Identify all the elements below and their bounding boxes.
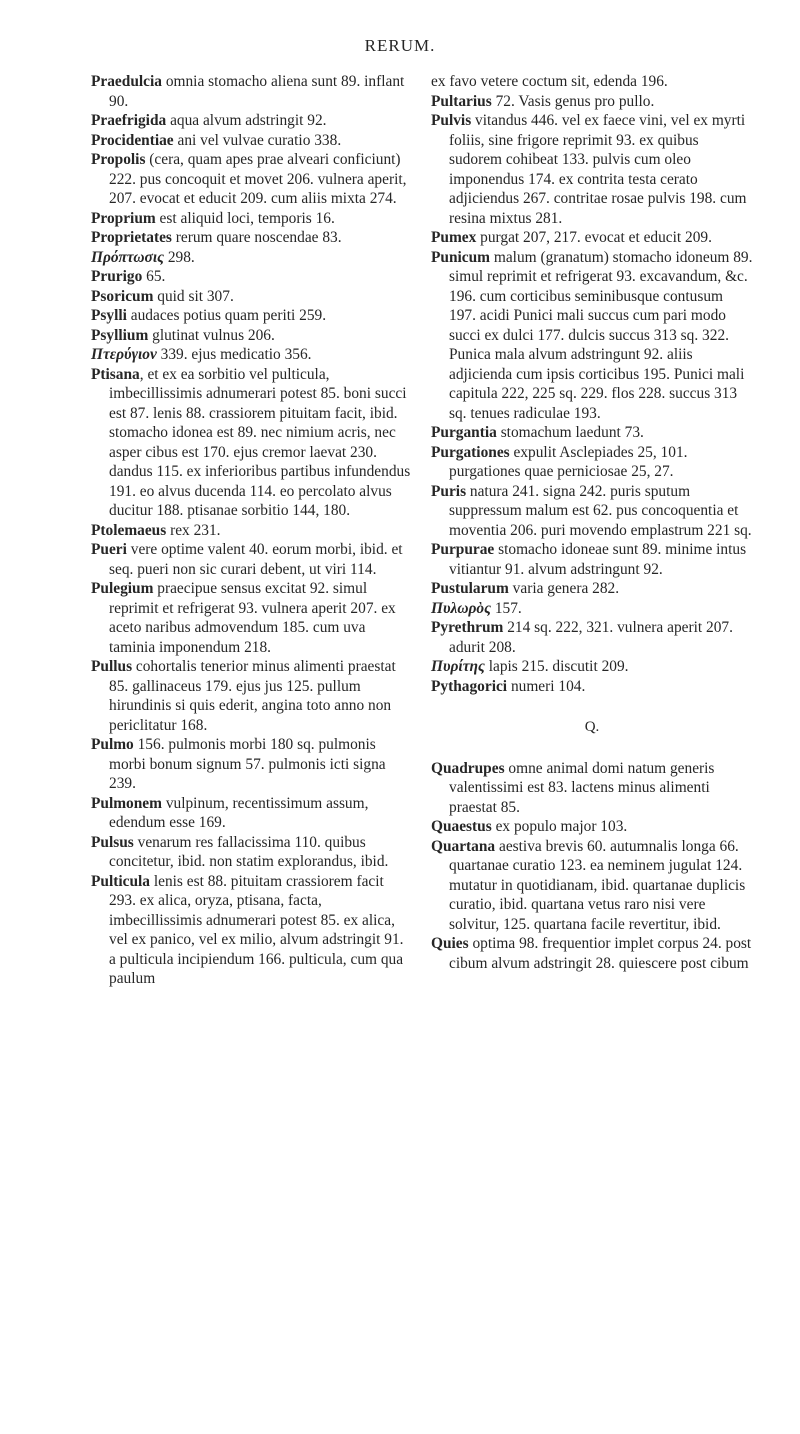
index-entry [91, 326, 413, 346]
index-entry [91, 345, 413, 365]
entry-text: praecipue sensus excitat 92. simul reprimit et refrigerat 93. vulnera aperit 207. ex aceto naribus admovendum 185. cum uva taminia imponendum 218. [109, 580, 396, 656]
entry-head: Quaestus [431, 818, 492, 835]
entry-head: Psylli [91, 307, 127, 324]
index-entry [431, 111, 753, 228]
entry-text: vulpinum, recentissimum assum, edendum esse 169. [109, 794, 369, 831]
index-entry [91, 794, 413, 833]
entry-text: purgat 207, 217. evocat et educit 209. [476, 229, 712, 246]
index-entry [91, 131, 413, 151]
entry-greek-head: Πτερύγιον [91, 346, 157, 363]
index-entry [91, 365, 413, 521]
index-entry [91, 540, 413, 579]
entry-text: lapis 215. discutit 209. [484, 658, 629, 675]
entry-head: Ptolemaeus [91, 521, 167, 539]
index-entry [431, 443, 753, 482]
index-entry [91, 209, 413, 229]
entry-head: Purgationes [431, 443, 510, 461]
entry-head: Punicum [431, 248, 491, 266]
entry-text: natura 241. signa 242. puris sputum suppressum malum est 62. pus concoquentia et moventia 206. puri movendo emplastrum 221 sq. [449, 482, 752, 539]
entry-head: Pulticula [91, 872, 150, 890]
index-entry [431, 540, 753, 579]
entry-text: 156. pulmonis morbi 180 sq. pulmonis morbi bonum signum 57. pulmonis icti signa 239. [109, 736, 386, 792]
entry-head: Pyrethrum [431, 619, 504, 636]
entry-text: expulit Asclepiades 25, 101. purgationes quae perniciosae 25, 27. [449, 443, 688, 480]
index-entry [431, 423, 753, 443]
entry-head: Pullus [91, 658, 133, 675]
entry-text: est aliquid loci, temporis 16. [155, 209, 335, 227]
index-entry [91, 872, 413, 989]
entry-text: cohortalis tenerior minus alimenti praestat 85. gallinaceus 179. ejus jus 125. pullum hirundinis si quis ederit, angina toto anno non periclitatur 168. [109, 658, 396, 734]
entry-text: numeri 104. [507, 677, 586, 695]
entry-text: 339. ejus medicatio 356. [156, 346, 312, 363]
entry-text: glutinat vulnus 206. [148, 326, 275, 344]
entry-text: venarum res fallacissima 110. quibus concitetur, ibid. non statim explorandus, ibid. [109, 833, 389, 870]
index-entry [91, 150, 413, 209]
entry-head: Purpurae [431, 541, 495, 558]
index-entry [431, 599, 753, 619]
entry-text: 157. [490, 599, 522, 617]
index-entry [431, 482, 753, 541]
index-entry [91, 579, 413, 657]
entry-text: rex 231. [166, 521, 221, 539]
index-entry [91, 657, 413, 735]
entry-text: ani vel vulvae curatio 338. [173, 131, 342, 149]
index-entry [91, 72, 413, 111]
entry-text: ex favo vetere coctum sit, edenda 196. [431, 73, 668, 90]
entry-text: vere optime valent 40. eorum morbi, ibid. et seq. pueri non sic curari debent, ut viri 114. [109, 541, 403, 578]
index-entry [91, 111, 413, 131]
entry-head: Psyllium [91, 326, 149, 344]
entry-head: Pulsus [91, 833, 134, 851]
entry-head: Proprietates [91, 229, 172, 246]
entry-head: Proprium [91, 209, 156, 227]
entry-greek-head: Πυρίτης [431, 658, 485, 675]
entry-head: Pultarius [431, 92, 492, 110]
entry-head: Procidentiae [91, 131, 174, 149]
index-column-left [91, 72, 413, 989]
index-entry [431, 657, 753, 677]
entry-head: Propolis [91, 151, 146, 168]
entry-head: Pustularum [431, 580, 509, 597]
entry-text: 214 sq. 222, 321. vulnera aperit 207. adurit 208. [449, 619, 733, 656]
entry-text: quid sit 307. [153, 287, 234, 305]
index-entry [431, 817, 753, 837]
entry-text: 298. [163, 248, 195, 266]
index-entry [431, 934, 753, 973]
entry-text: audaces potius quam periti 259. [126, 307, 327, 324]
entry-text: vitandus 446. vel ex faece vini, vel ex myrti foliis, sine frigore reprimit 93. ex quibus sudorem cohibeat 133. pulvis cum oleo imponendus 174. ex contrita testa cerato adjiciendus 267. contritae rosae pulvis 198. cum resina mixtus 281. [449, 112, 747, 227]
entry-head: Quadrupes [431, 759, 505, 777]
entry-head: Quies [431, 935, 469, 952]
entry-text: stomachum laedunt 73. [496, 424, 644, 441]
entry-head: Quartana [431, 837, 496, 855]
entry-text: (cera, quam apes prae alveari conficiunt) 222. pus concoquit et movet 206. vulnera aperit, 207. evocat et educit 209. cum aliis mixta 274. [109, 151, 407, 207]
entry-head: Pulvis [431, 112, 472, 129]
index-column-right [431, 72, 753, 973]
index-entry [431, 618, 753, 657]
entry-head: Purgantia [431, 424, 497, 441]
entry-text: omnia stomacho aliena sunt 89. inflant 90. [109, 73, 405, 110]
index-entry [91, 228, 413, 248]
entry-text: malum (granatum) stomacho idoneum 89. simul reprimit et refrigerat 93. excavandum, &c. 196. cum corticibus seminibusque contusum 197. acidi Punici mali succus cum pari modo succi ex dulci 177. dulcis succus 313 sq. 322. Punica mala alvum adstringunt 92. aliis adjicienda cum ipsis corticibus 195. Punici mali capitula 222, 225 sq. 229. flos 228. succus 313 sq. tenues radiculae 193. [449, 248, 753, 422]
entry-head: Psoricum [91, 287, 154, 305]
index-entry [91, 735, 413, 794]
entry-head: Praedulcia [91, 73, 162, 90]
entry-text: lenis est 88. pituitam crassiorem facit 293. ex alica, oryza, ptisana, facta, imbecillissimis adnumerari potest 85. ex alica, vel ex panico, vel ex milio, alvum adstringit 91. a pulticula incipiendum 166. pulticula, cum qua paulum [109, 872, 404, 987]
entry-head: Pumex [431, 229, 477, 246]
index-entry [431, 677, 753, 697]
index-entry [91, 306, 413, 326]
index-entry [431, 72, 753, 92]
entry-head: Pulmo [91, 736, 134, 753]
entry-text: varia genera 282. [508, 580, 620, 597]
entry-greek-head: Πυλωρὸς [431, 599, 491, 617]
running-head: RERUM. [364, 36, 436, 55]
index-entry [91, 267, 413, 287]
entry-text: ex populo major 103. [491, 818, 628, 835]
index-entry [91, 521, 413, 541]
index-entry [431, 248, 753, 424]
index-entry [91, 833, 413, 872]
section-letter: Q. [584, 719, 600, 735]
index-entry [91, 248, 413, 268]
entry-text: optima 98. frequentior implet corpus 24. post cibum alvum adstringit 28. quiescere post cibum [449, 935, 752, 972]
entry-head: Praefrigida [91, 112, 167, 129]
entry-text: aestiva brevis 60. autumnalis longa 66. quartanae curatio 123. ea neminem jugulat 124. mutatur in quotidianam, ibid. quartanae duplicis curatio, ibid. quartana vetus raro nisi vere solvitur, 125. quartana facile revertitur, ibid. [449, 837, 746, 933]
entry-head: Pulmonem [91, 794, 162, 812]
entry-head: Prurigo [91, 268, 143, 285]
entry-head: Puris [431, 482, 467, 500]
entry-text: rerum quare noscendae 83. [171, 229, 342, 246]
index-entry [431, 92, 753, 112]
entry-text: omne animal domi natum generis valentissimi est 83. lactens minus alimenti praestat 85. [449, 759, 715, 816]
entry-text: 72. Vasis genus pro pullo. [491, 92, 655, 110]
entry-text: , et ex ea sorbitio vel pulticula, imbecillissimis adnumerari potest 85. boni succi est 87. lenis 88. crassiorem pituitam facit, ibid. stomacho idonea est 89. nec nimium acris, nec asper cibus est 170. ejus cremor laevat 230. dandus 115. ex inferioribus partibus infundendus 191. eo alvus ducenda 114. eo percolato alvus ducitur 188. ptisanae sorbitio 144, 180. [109, 365, 411, 519]
entry-text: 65. [142, 268, 166, 285]
entry-head: Ptisana [91, 365, 140, 383]
entry-head: Pulegium [91, 580, 154, 597]
entry-text: aqua alvum adstringit 92. [166, 112, 327, 129]
entry-head: Pueri [91, 541, 127, 558]
index-entry [91, 287, 413, 307]
entry-head: Pythagorici [431, 677, 508, 695]
index-entry [431, 579, 753, 599]
index-entry [431, 759, 753, 818]
index-entry [431, 837, 753, 935]
entry-text: stomacho idoneae sunt 89. minime intus vitiantur 91. alvum adstringunt 92. [449, 541, 747, 578]
entry-greek-head: Πρόπτωσις [91, 248, 164, 266]
index-entry [431, 228, 753, 248]
